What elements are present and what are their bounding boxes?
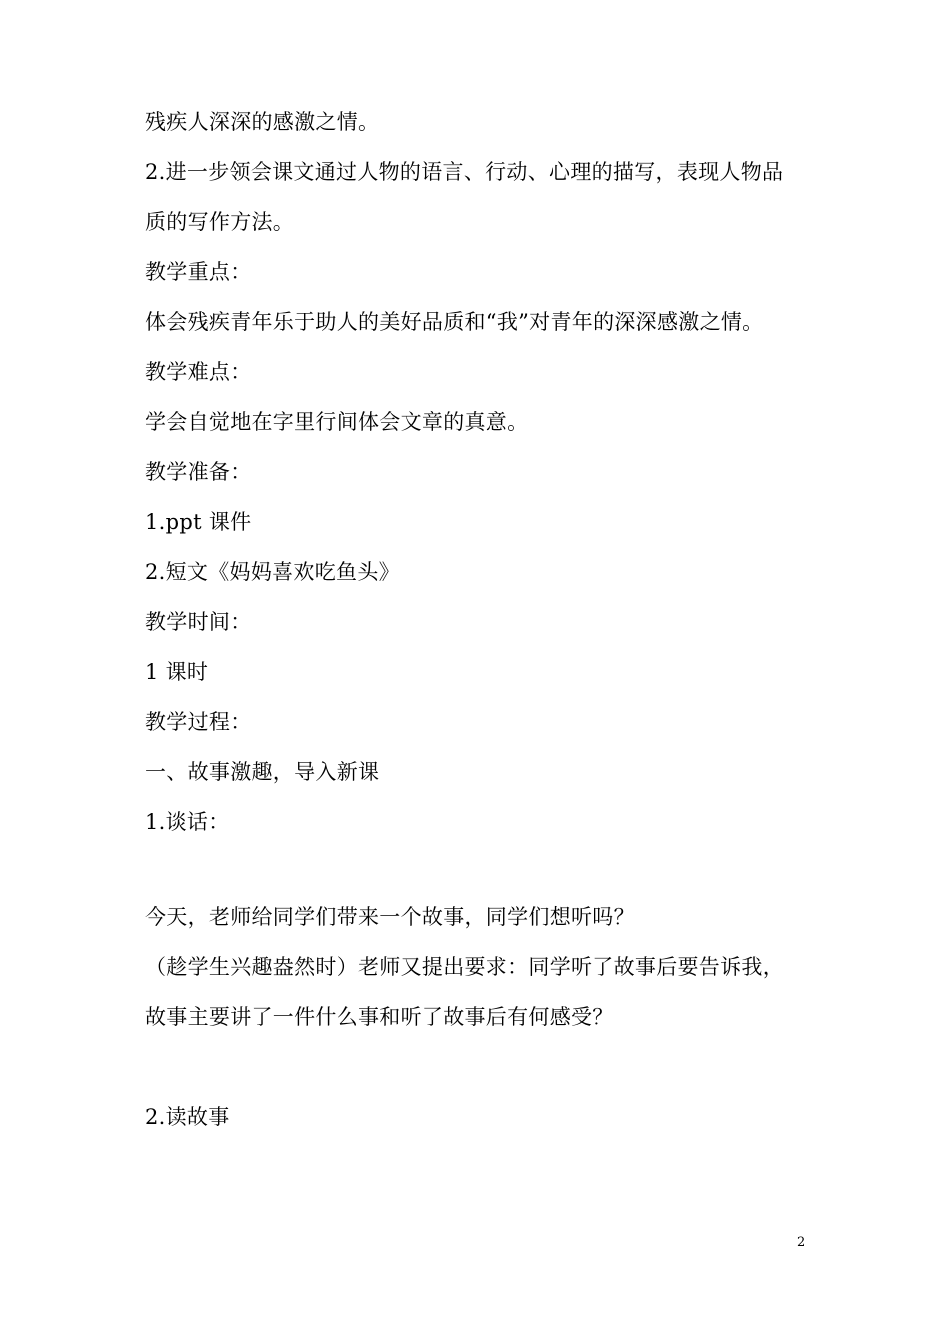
objective-2-line-2: 质的写作方法。 (145, 210, 295, 234)
heading-key-points: 教学重点： (145, 260, 252, 284)
heading-difficulties: 教学难点： (145, 360, 252, 384)
objective-2-line-1: 2.进一步领会课文通过人物的语言、行动、心理的描写，表现人物品 (145, 160, 784, 184)
heading-preparation: 教学准备： (145, 460, 252, 484)
preparation-item-2: 2.短文《妈妈喜欢吃鱼头》 (145, 560, 400, 584)
text-line: 残疾人深深的感激之情。 (145, 110, 380, 134)
heading-process: 教学过程： (145, 710, 252, 734)
page-number: 2 (797, 1235, 806, 1250)
talk-text-1: 今天，老师给同学们带来一个故事，同学们想听吗？ (145, 905, 635, 929)
heading-time: 教学时间： (145, 610, 252, 634)
talk-text-2: （趁学生兴趣盎然时）老师又提出要求：同学听了故事后要告诉我， (145, 955, 784, 979)
key-points-text: 体会残疾青年乐于助人的美好品质和“我”对青年的深深感激之情。 (145, 310, 764, 334)
time-text: 1 课时 (145, 660, 209, 684)
process-step-2: 2.读故事 (145, 1105, 230, 1129)
difficulties-text: 学会自觉地在字里行间体会文章的真意。 (145, 410, 529, 434)
process-section-1: 一、故事激趣，导入新课 (145, 760, 380, 784)
process-step-1: 1.谈话： (145, 810, 230, 834)
preparation-item-1: 1.ppt 课件 (145, 510, 252, 534)
talk-text-3: 故事主要讲了一件什么事和听了故事后有何感受？ (145, 1005, 614, 1029)
